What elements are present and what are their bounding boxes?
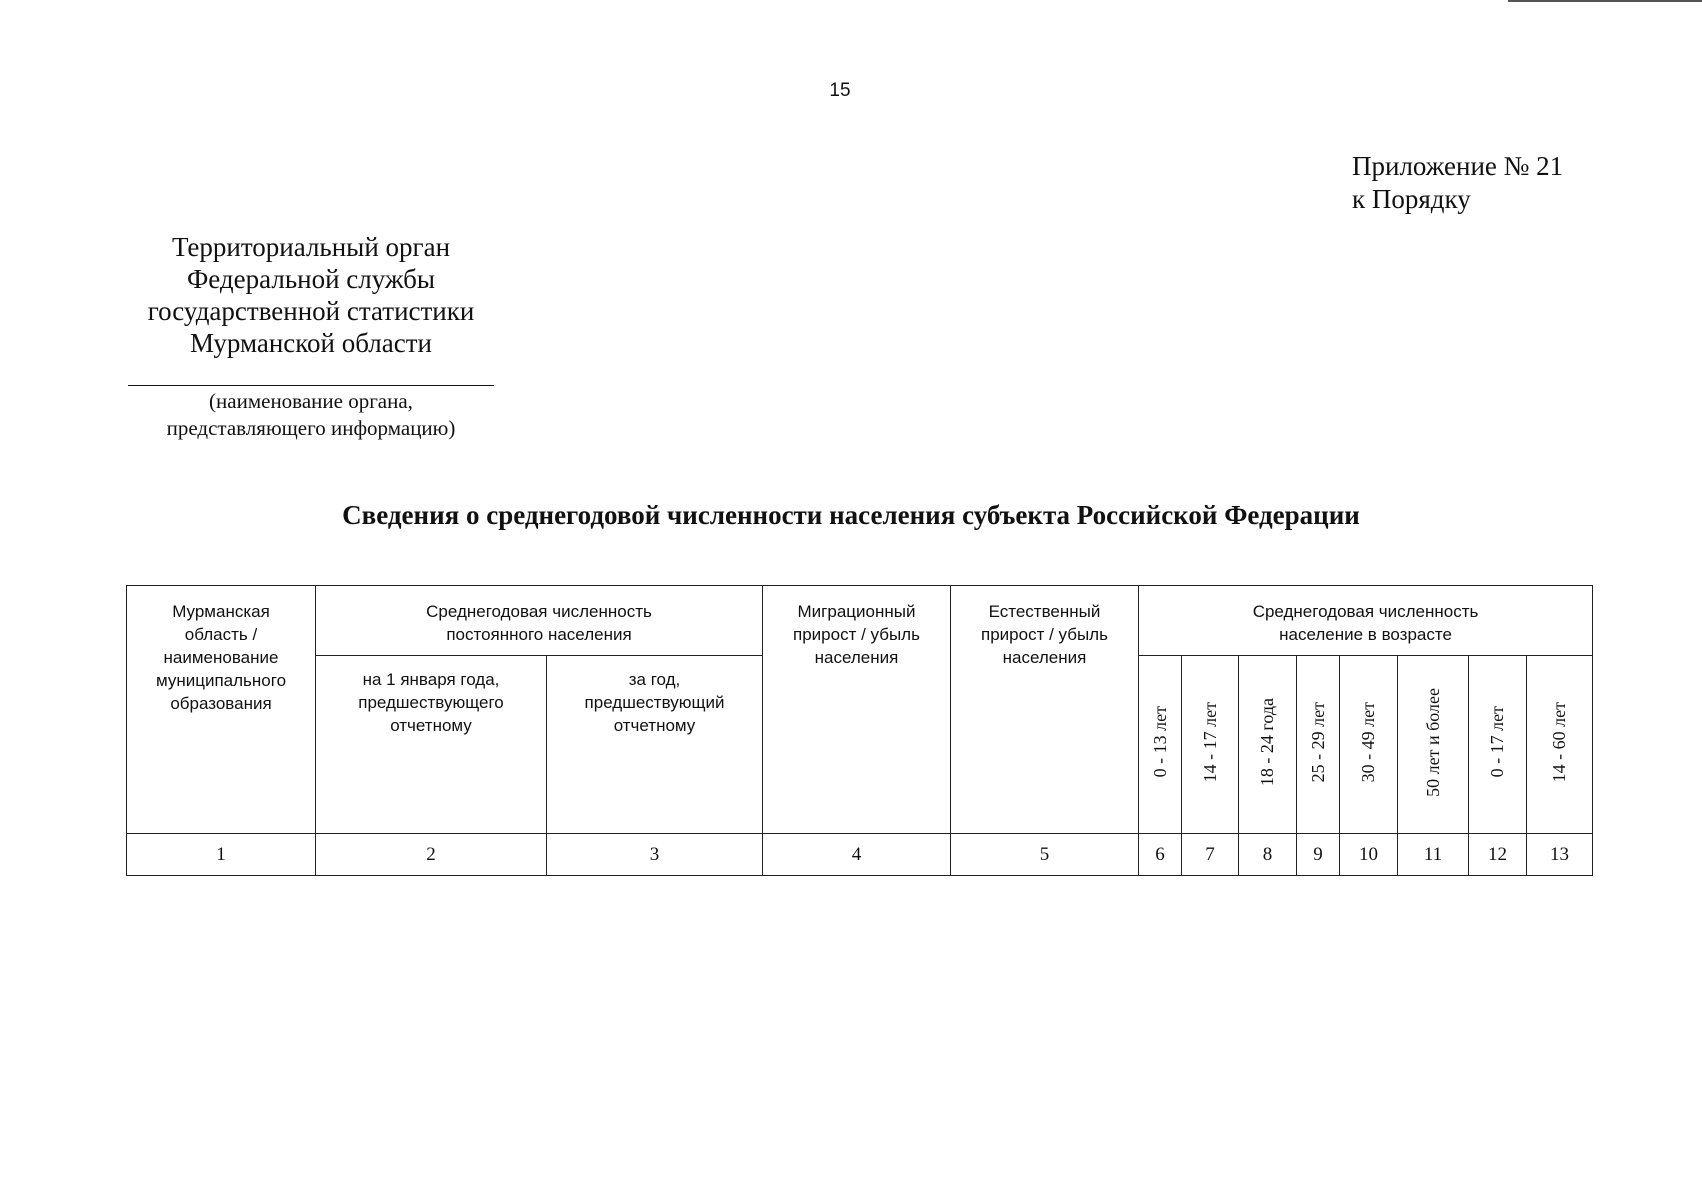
organization-line: государственной статистики [147,296,475,326]
signature-underline [128,385,494,386]
age-label: 30 - 49 лет [1358,701,1378,783]
header-text: Миграционный [797,602,916,621]
organization-name [128,231,494,359]
header-text: муниципального [155,671,287,690]
population-table [126,585,1593,876]
column-number: 5 [951,834,1139,876]
header-text: отчетному [390,716,472,735]
header-text: отчетному [613,716,696,735]
header-text: за год, [628,670,681,689]
caption-line: (наименование органа, [209,389,413,413]
column-number: 4 [763,834,951,876]
header-age-0-17 [1469,656,1527,834]
organization-caption [128,388,494,442]
header-text: Среднегодовая численность [1252,602,1479,621]
header-age-0-13 [1139,656,1182,834]
appendix-reference [1352,150,1563,216]
age-label: 18 - 24 года [1257,697,1277,787]
header-age-14-60 [1527,656,1593,834]
header-text: наименование [163,648,279,667]
header-text: образования [170,694,272,713]
header-text: население в возрасте [1279,625,1452,644]
header-age-population [1139,586,1593,656]
column-number: 10 [1340,834,1398,876]
page-number: 15 [829,80,851,101]
column-number: 13 [1527,834,1593,876]
header-text: на 1 января года, [362,670,500,689]
header-text: область / [184,625,258,644]
header-row-1 [127,586,1593,656]
column-number: 11 [1398,834,1469,876]
header-natural-growth [951,586,1139,834]
age-label: 14 - 17 лет [1199,701,1220,783]
header-permanent-population [316,586,763,656]
column-number: 1 [127,834,316,876]
age-label: 0 - 13 лет [1149,706,1170,778]
header-text: предшествующего [358,693,504,712]
organization-line: Территориальный орган [171,232,451,262]
column-number: 6 [1139,834,1182,876]
top-edge-rule [1508,0,1702,2]
column-number: 12 [1469,834,1527,876]
header-municipality [127,586,316,834]
header-age-25-29 [1297,656,1340,834]
header-text: прирост / убыль [793,625,920,644]
age-label: 25 - 29 лет [1307,701,1328,783]
header-text: постоянного населения [446,625,632,644]
header-text: Среднегодовая численность [426,602,652,621]
header-age-30-49 [1340,656,1398,834]
appendix-line-2: к Порядку [1352,184,1471,214]
header-migration [763,586,951,834]
header-text: Естественный [988,602,1101,621]
header-text: предшествующий [584,693,725,712]
header-text: Мурманская [172,602,270,621]
header-age-18-24 [1239,656,1297,834]
age-label: 0 - 17 лет [1487,706,1507,778]
header-text: населения [814,648,899,667]
column-number: 7 [1182,834,1239,876]
header-previous-year [547,656,763,834]
document-title: Сведения о среднегодовой численности населения субъекта Российской Федерации [342,500,1360,530]
header-jan1-previous-year [316,656,547,834]
header-text: населения [1002,648,1087,667]
age-label: 14 - 60 лет [1549,701,1570,783]
header-age-50-plus [1398,656,1469,834]
column-number-row [127,834,1593,876]
organization-line: Федеральной службы [186,264,436,294]
header-age-14-17 [1182,656,1239,834]
column-number: 8 [1239,834,1297,876]
caption-line: представляющего информацию) [166,416,456,440]
column-number: 3 [547,834,763,876]
organization-line: Мурманской области [190,328,432,358]
column-number: 9 [1297,834,1340,876]
appendix-line-1: Приложение № 21 [1352,151,1564,181]
header-text: прирост / убыль [981,625,1108,644]
age-label: 50 лет и более [1422,687,1443,797]
column-number: 2 [316,834,547,876]
